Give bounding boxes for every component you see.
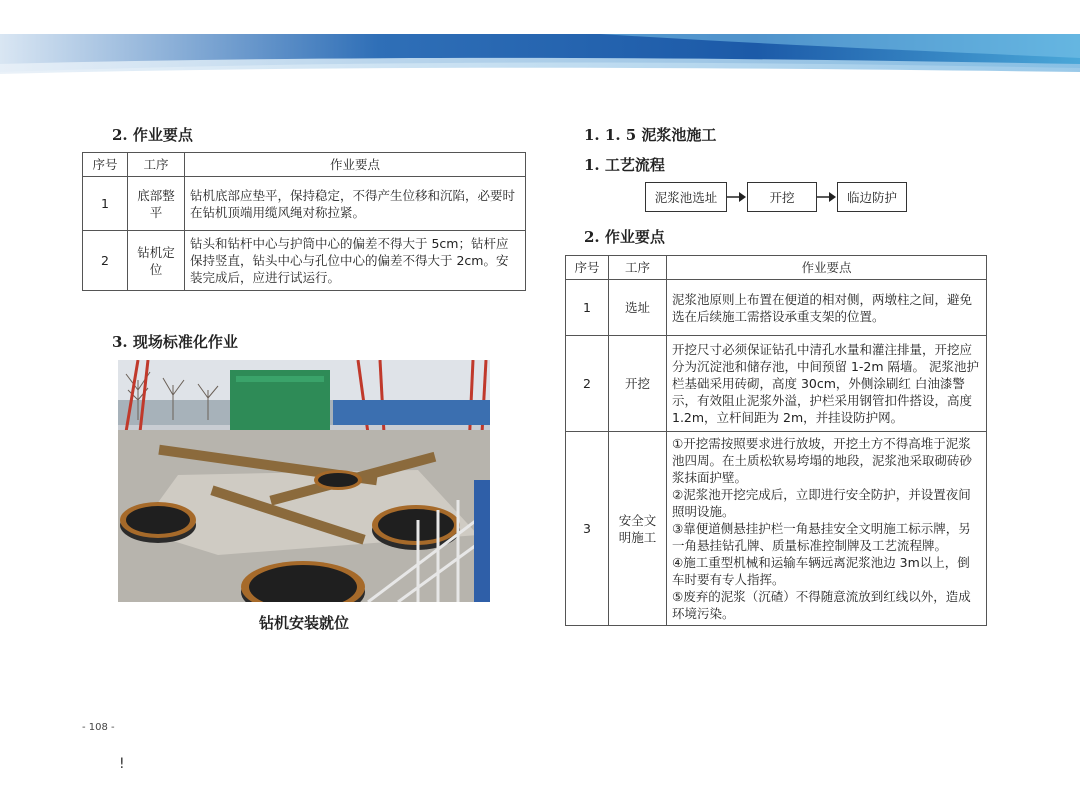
col-header-step: 工序 bbox=[128, 153, 185, 177]
footer-mark: ! bbox=[119, 756, 125, 772]
col-header-no: 序号 bbox=[83, 153, 128, 177]
col-header-points: 作业要点 bbox=[667, 256, 987, 280]
arrow-right-icon bbox=[727, 190, 747, 204]
left-points-heading: 2. 作业要点 bbox=[112, 126, 193, 144]
process-heading: 1. 工艺流程 bbox=[584, 156, 665, 174]
point-line: ③靠便道侧悬挂护栏一角悬挂安全文明施工标示牌，另一角悬挂钻孔牌、质量标准控制牌及工艺流程牌。 bbox=[672, 521, 971, 553]
point-line: ④施工重型机械和运输车辆远离泥浆池边 3m以上，倒车时要有专人指挥。 bbox=[672, 555, 970, 587]
point-line: ⑤废弃的泥浆（沉碴）不得随意流放到红线以外，造成环境污染。 bbox=[672, 589, 971, 621]
col-header-step: 工序 bbox=[609, 256, 667, 280]
flow-step-site-selection: 泥浆池选址 bbox=[645, 182, 727, 212]
col-header-no: 序号 bbox=[566, 256, 609, 280]
table-row bbox=[566, 336, 987, 432]
table-row bbox=[566, 432, 987, 626]
flow-step-edge-protection: 临边防护 bbox=[837, 182, 907, 212]
row-step: 开挖 bbox=[609, 336, 667, 432]
row-text: 钻头和钻杆中心与护筒中心的偏差不得大于 5cm；钻杆应保持竖直，钻头中心与孔位中心的偏差不得大于 2cm。安装完成后，应进行试运行。 bbox=[185, 231, 526, 291]
row-step: 安全文明施工 bbox=[609, 432, 667, 626]
table-row bbox=[566, 280, 987, 336]
row-no: 2 bbox=[566, 336, 609, 432]
row-text: 钻机底部应垫平，保持稳定，不得产生位移和沉陷，必要时在钻机顶端用缆风绳对称拉紧。 bbox=[185, 177, 526, 231]
left-section3-heading: 3. 现场标准化作业 bbox=[112, 333, 238, 351]
left-points-table bbox=[82, 152, 526, 291]
drilling-site-photo bbox=[118, 360, 490, 602]
row-no: 1 bbox=[566, 280, 609, 336]
point-line: ②泥浆池开挖完成后，立即进行安全防护，并设置夜间照明设施。 bbox=[672, 487, 971, 519]
row-text: 泥浆池原则上布置在便道的相对侧，两墩柱之间，避免选在后续施工需搭设承重支架的位置。 bbox=[667, 280, 987, 336]
row-no: 3 bbox=[566, 432, 609, 626]
table-row bbox=[83, 231, 526, 291]
flow-step-excavation: 开挖 bbox=[747, 182, 817, 212]
right-points-heading: 2. 作业要点 bbox=[584, 228, 665, 246]
table-row bbox=[83, 177, 526, 231]
row-no: 2 bbox=[83, 231, 128, 291]
section-heading: 1. 1. 5 泥浆池施工 bbox=[584, 126, 717, 144]
page-number: - 108 - bbox=[82, 722, 115, 733]
table-header-row bbox=[83, 153, 526, 177]
photo-caption: 钻机安装就位 bbox=[258, 614, 349, 632]
header-band bbox=[0, 28, 1080, 78]
row-step: 钻机定位 bbox=[128, 231, 185, 291]
point-line: ①开挖需按照要求进行放坡，开挖土方不得高堆于泥浆池四周。在土质松软易垮塌的地段，泥浆池采取砌砖砂浆抹面护壁。 bbox=[672, 436, 973, 485]
arrow-right-icon bbox=[817, 190, 837, 204]
row-text: 开挖尺寸必须保证钻孔中清孔水量和灌注排量，开挖应分为沉淀池和储存池，中间预留 1-2m 隔墙。 泥浆池护栏基础采用砖砌，高度 30cm，外侧涂刷红 白油漆警示，有效阻止泥浆外溢，护栏采用钢管扣件搭设，高度 1.2m，立杆间距为 2m，并挂设防护网。 bbox=[667, 336, 987, 432]
row-text bbox=[667, 432, 987, 626]
table-header-row bbox=[566, 256, 987, 280]
row-step: 底部整平 bbox=[128, 177, 185, 231]
row-step: 选址 bbox=[609, 280, 667, 336]
right-points-table bbox=[565, 255, 987, 626]
row-no: 1 bbox=[83, 177, 128, 231]
col-header-points: 作业要点 bbox=[185, 153, 526, 177]
